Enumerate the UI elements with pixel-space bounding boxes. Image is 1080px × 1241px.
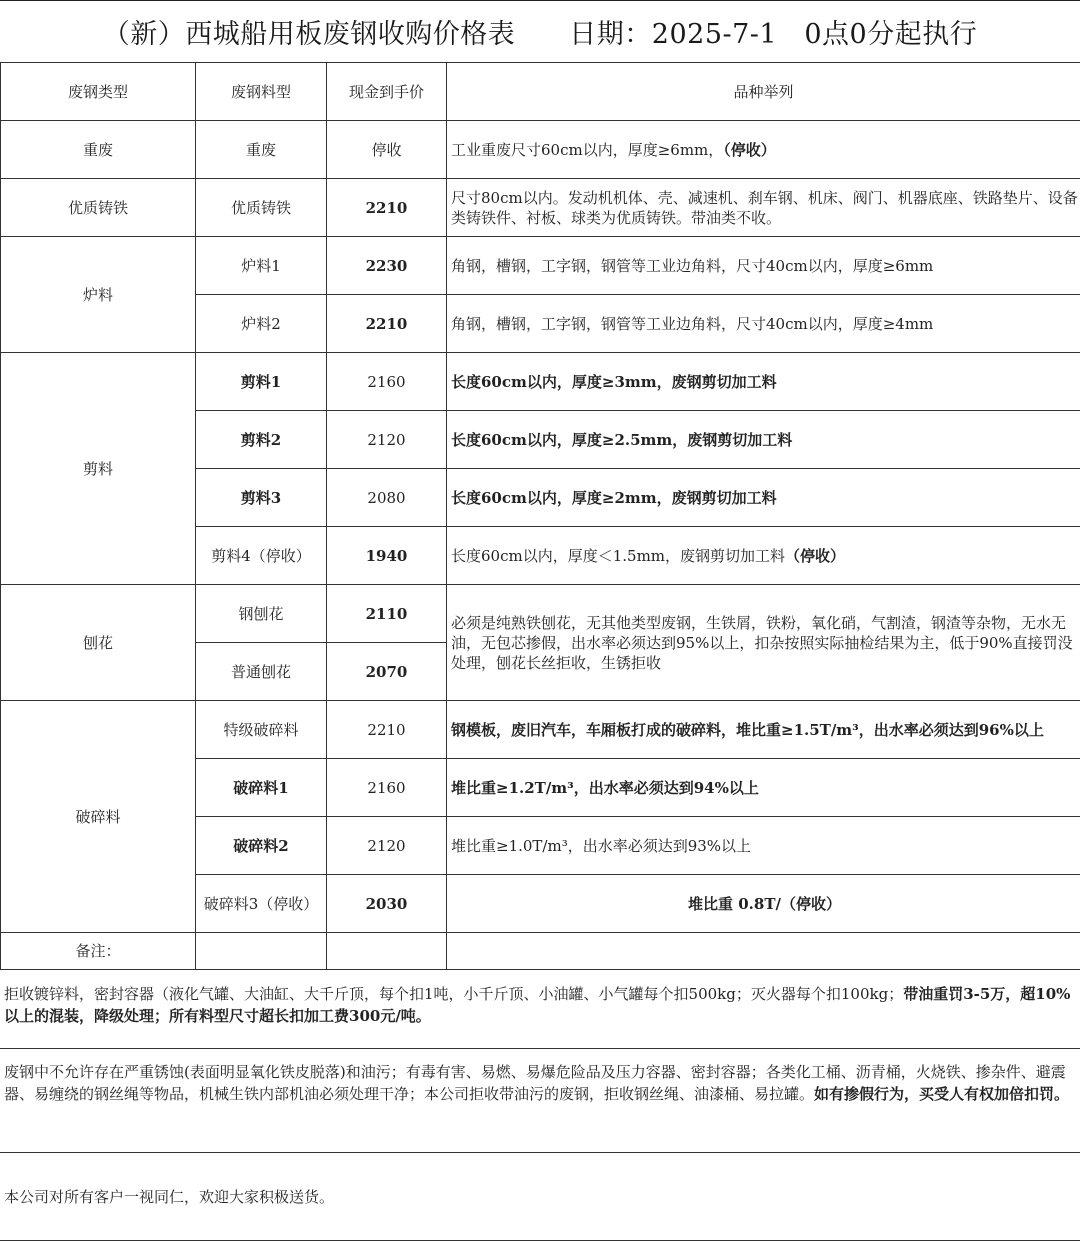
row-material: 普通刨花 [196, 643, 327, 701]
remark-cell [447, 933, 1080, 970]
row-material: 剪料4（停收） [196, 527, 327, 585]
row-price: 2230 [327, 237, 447, 295]
table-row [1, 179, 1080, 237]
row-price: 2160 [327, 353, 447, 411]
table-row [1, 353, 1080, 411]
remark-cell [196, 933, 327, 970]
row-desc: 长度60cm以内，厚度≥3mm，废钢剪切加工料 [447, 353, 1080, 411]
row-desc: 堆比重 0.8T/（停收） [447, 875, 1080, 933]
row-type: 剪料 [1, 353, 196, 585]
row-desc: 堆比重≥1.2T/m³，出水率必须达到94%以上 [447, 759, 1080, 817]
page-title [0, 0, 1080, 63]
row-price: 2030 [327, 875, 447, 933]
table-row [1, 585, 1080, 643]
row-desc: 必须是纯熟铁刨花，无其他类型废钢，生铁屑，铁粉，氧化硝，气割渣，钢渣等杂物，无水无油，无包芯掺假，出水率必须达到95%以上，扣杂按照实际抽检结果为主，低于90%直接罚没处理，刨花长丝拒收，生锈拒收 [447, 585, 1080, 701]
row-desc: 钢模板，废旧汽车，车厢板打成的破碎料，堆比重≥1.5T/m³，出水率必须达到96%以上 [447, 701, 1080, 759]
row-material: 剪料1 [196, 353, 327, 411]
row-type: 刨花 [1, 585, 196, 701]
row-material: 特级破碎料 [196, 701, 327, 759]
note-quality [0, 1049, 1080, 1153]
note-welcome: 本公司对所有客户一视同仁，欢迎大家积极送货。 [0, 1153, 1080, 1241]
row-desc [447, 527, 1080, 585]
row-material: 破碎料1 [196, 759, 327, 817]
row-price: 2110 [327, 585, 447, 643]
desc-bold: （停收） [723, 140, 776, 159]
row-material: 优质铸铁 [196, 179, 327, 237]
remark-cell [327, 933, 447, 970]
row-price: 2210 [327, 295, 447, 353]
desc-text: 工业重废尺寸60cm以内，厚度≥6mm， [451, 140, 724, 159]
table-row [1, 701, 1080, 759]
row-material: 破碎料3（停收） [196, 875, 327, 933]
row-desc: 角钢，槽钢，工字钢，钢管等工业边角料，尺寸40cm以内，厚度≥6mm [447, 237, 1080, 295]
desc-text: 长度60cm以内，厚度＜1.5mm，废钢剪切加工料 [451, 546, 786, 565]
row-price: 2210 [327, 179, 447, 237]
row-price: 停收 [327, 121, 447, 179]
note-rejections [0, 971, 1080, 1049]
row-material: 钢刨花 [196, 585, 327, 643]
remark-row [1, 933, 1080, 970]
row-price: 2080 [327, 469, 447, 527]
price-table [0, 62, 1080, 970]
row-price: 2070 [327, 643, 447, 701]
row-desc: 堆比重≥1.0T/m³，出水率必须达到93%以上 [447, 817, 1080, 875]
note-bold: 如有掺假行为，买受人有权加倍扣罚。 [814, 1085, 1070, 1103]
row-desc: 尺寸80cm以内。发动机机体、壳、减速机、刹车钢、机床、阀门、机器底座、铁路垫片、设备类铸铁件、衬板、球类为优质铸铁。带油类不收。 [447, 179, 1080, 237]
row-type: 炉料 [1, 237, 196, 353]
title-date: 日期：2025-7-1 0点0分起执行 [569, 19, 978, 50]
remark-label: 备注： [1, 933, 196, 970]
header-material: 废钢料型 [196, 63, 327, 121]
row-desc: 角钢，槽钢，工字钢，钢管等工业边角料，尺寸40cm以内，厚度≥4mm [447, 295, 1080, 353]
table-header-row [1, 63, 1080, 121]
table-row [1, 121, 1080, 179]
note-text: 废钢中不允许存在严重锈蚀(表面明显氧化铁皮脱落)和油污；有毒有害、易燃、易爆危险品及压力容器、密封容器；各类化工桶、沥青桶，火烧铁、掺杂件、避震器、易缠绕的钢丝绳等物品，机械生铁内部机油必须处理干净；本公司拒收带油污的废钢，拒收钢丝绳、油漆桶、易拉罐。 [4, 1063, 1066, 1103]
row-material: 剪料2 [196, 411, 327, 469]
row-type: 优质铸铁 [1, 179, 196, 237]
row-material: 剪料3 [196, 469, 327, 527]
header-price: 现金到手价 [327, 63, 447, 121]
row-desc: 长度60cm以内，厚度≥2.5mm，废钢剪切加工料 [447, 411, 1080, 469]
desc-bold: （停收） [785, 546, 846, 565]
row-type: 重废 [1, 121, 196, 179]
header-type: 废钢类型 [1, 63, 196, 121]
row-price: 2210 [327, 701, 447, 759]
row-price: 2160 [327, 759, 447, 817]
row-price: 2120 [327, 411, 447, 469]
row-price: 2120 [327, 817, 447, 875]
header-examples: 品种举列 [447, 63, 1080, 121]
row-price: 1940 [327, 527, 447, 585]
title-text: （新）西城船用板废钢收购价格表 [102, 19, 516, 50]
row-material: 重废 [196, 121, 327, 179]
row-material: 破碎料2 [196, 817, 327, 875]
note-text: 拒收镀锌料，密封容器（液化气罐、大油缸、大千斤顶，每个扣1吨，小千斤顶、小油罐、小气罐每个扣500kg；灭火器每个扣100kg； [4, 985, 904, 1003]
row-desc: 长度60cm以内，厚度≥2mm，废钢剪切加工料 [447, 469, 1080, 527]
note-bold: 带油重罚3-5万，超10%以上的混装，降级处理；所有料型尺寸超长扣加工费300元/吨。 [4, 985, 1071, 1025]
row-material: 炉料2 [196, 295, 327, 353]
row-desc [447, 121, 1080, 179]
row-material: 炉料1 [196, 237, 327, 295]
row-type: 破碎料 [1, 701, 196, 933]
table-row [1, 237, 1080, 295]
